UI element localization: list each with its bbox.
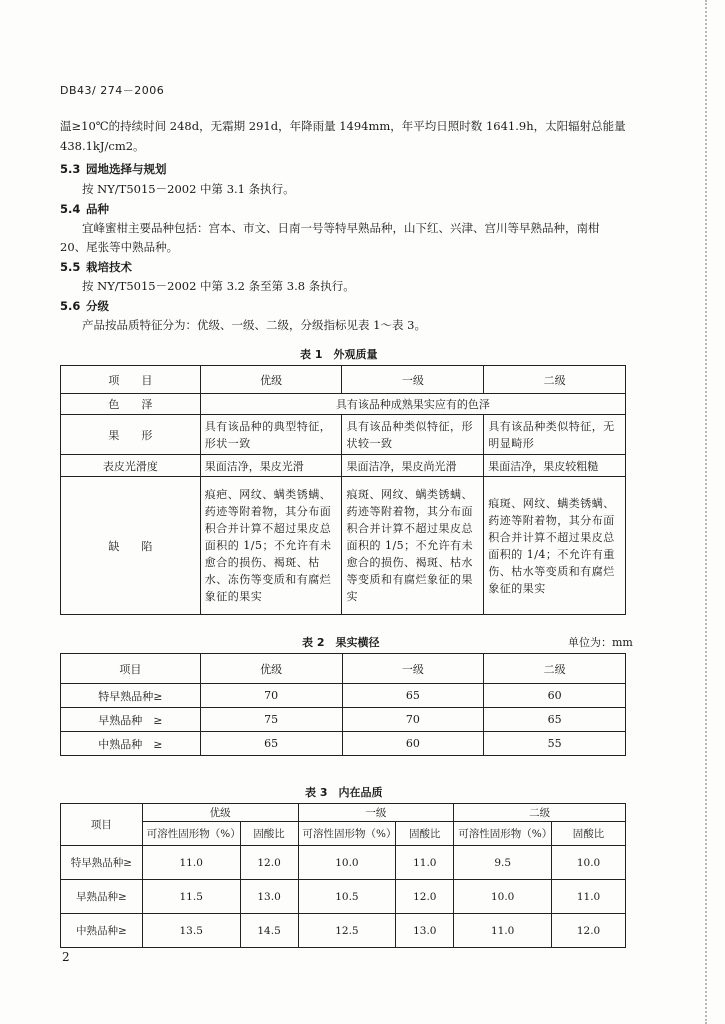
table3-header-first: 一级 bbox=[298, 804, 454, 822]
table1-defects-second: 痕斑、网纹、螨类锈螨、药迹等附着物，其分布面积合并计算不超过果皮总面积的 1/4；不允许有重伤、枯水等变质和有腐烂象征的果实 bbox=[484, 477, 626, 615]
table3-value: 11.0 bbox=[454, 914, 552, 948]
table1-smoothness-first: 果面洁净，果皮尚光滑 bbox=[342, 455, 484, 477]
section-5-6-body: 产品按品质特征分为：优级、一级、二级，分级指标见表 1～表 3。 bbox=[82, 318, 426, 332]
section-number: 5.6 bbox=[60, 299, 81, 313]
table3-subheader-row bbox=[61, 822, 626, 846]
table3-sub-ratio: 固酸比 bbox=[552, 822, 626, 846]
table2-value: 60 bbox=[484, 684, 626, 708]
table3-item: 特早熟品种≥ bbox=[61, 846, 143, 880]
table3-value: 13.5 bbox=[142, 914, 240, 948]
table-row bbox=[61, 415, 626, 455]
scan-edge bbox=[703, 0, 707, 1024]
table3-header-premium: 优级 bbox=[142, 804, 298, 822]
table3-caption: 表 3 内在品质 bbox=[305, 786, 383, 799]
table3-value: 12.0 bbox=[240, 846, 298, 880]
table3-sub-soluble: 可溶性固形物（%） bbox=[454, 822, 552, 846]
table-row bbox=[61, 394, 626, 415]
table3-grade-row bbox=[61, 804, 626, 822]
table1-defects-first: 痕斑、网纹、螨类锈螨、药迹等附着物，其分布面积合并计算不超过果皮总面积的 1/5；不允许有未愈合的损伤、褐斑、枯水等变质和有腐烂象征的果实 bbox=[342, 477, 484, 615]
table3-value: 13.0 bbox=[396, 914, 454, 948]
table3-sub-ratio: 固酸比 bbox=[396, 822, 454, 846]
section-5-4-body-1: 宜峰蜜柑主要品种包括：宫本、市文、日南一号等特早熟品种，山下红、兴津、宫川等早熟品种，南柑 bbox=[82, 221, 600, 235]
table1-shape-first: 具有该品种类似特征，形状较一致 bbox=[342, 415, 484, 455]
document-code: DB43/ 274－2006 bbox=[60, 84, 165, 97]
section-number: 5.3 bbox=[60, 162, 81, 176]
table2-header-first: 一级 bbox=[342, 654, 484, 684]
intro-line-1: 温≥10℃的持续时间 248d，无霜期 291d，年降雨量 1494mm，年平均日照时数 1641.9h，太阳辐射总能量 bbox=[60, 119, 626, 133]
table1-smoothness-second: 果面洁净，果皮较粗糙 bbox=[484, 455, 626, 477]
table3-value: 10.0 bbox=[298, 846, 396, 880]
table3-value: 12.5 bbox=[298, 914, 396, 948]
table3-item: 早熟品种≥ bbox=[61, 880, 143, 914]
table2-header-premium: 优级 bbox=[200, 654, 342, 684]
table-row bbox=[61, 846, 626, 880]
section-title: 园地选择与规划 bbox=[86, 162, 167, 176]
table2-item: 中熟品种 ≥ bbox=[61, 732, 201, 756]
table3-item: 中熟品种≥ bbox=[61, 914, 143, 948]
table-row bbox=[61, 732, 626, 756]
table-row bbox=[61, 880, 626, 914]
table3-value: 11.0 bbox=[142, 846, 240, 880]
table1-caption: 表 1 外观质量 bbox=[300, 348, 378, 361]
table1-header-grade-first: 一级 bbox=[342, 366, 484, 394]
table2-item: 特早熟品种≥ bbox=[61, 684, 201, 708]
table1-color-merged: 具有该品种成熟果实应有的色泽 bbox=[200, 394, 625, 415]
page-number: 2 bbox=[62, 950, 70, 964]
table3-value: 10.0 bbox=[552, 846, 626, 880]
table2-item: 早熟品种 ≥ bbox=[61, 708, 201, 732]
table2-header-row bbox=[61, 654, 626, 684]
table2-value: 60 bbox=[342, 732, 484, 756]
section-5-3-body: 按 NY/T5015－2002 中第 3.1 条执行。 bbox=[82, 182, 295, 196]
table1-item-color: 色 泽 bbox=[61, 394, 201, 415]
table1-defects-premium: 痕疤、网纹、螨类锈螨、药迹等附着物，其分布面积合并计算不超过果皮总面积的 1/5；不允许有未愈合的损伤、褐斑、枯水、冻伤等变质和有腐烂象征的果实 bbox=[200, 477, 342, 615]
table2-value: 65 bbox=[342, 684, 484, 708]
section-5-5-body: 按 NY/T5015－2002 中第 3.2 条至第 3.8 条执行。 bbox=[82, 279, 355, 293]
section-title: 栽培技术 bbox=[86, 260, 132, 274]
table2-header-item: 项目 bbox=[61, 654, 201, 684]
table3-header-second: 二级 bbox=[454, 804, 626, 822]
intro-line-2: 438.1kJ/cm2。 bbox=[60, 139, 145, 153]
table1-header-grade-second: 二级 bbox=[484, 366, 626, 394]
table2-value: 70 bbox=[200, 684, 342, 708]
table1-item-defects: 缺 陷 bbox=[61, 477, 201, 615]
table1-header-grade-premium: 优级 bbox=[200, 366, 342, 394]
table3-value: 13.0 bbox=[240, 880, 298, 914]
table3-value: 14.5 bbox=[240, 914, 298, 948]
table2-value: 70 bbox=[342, 708, 484, 732]
table1-shape-second: 具有该品种类似特征，无明显畸形 bbox=[484, 415, 626, 455]
table3-value: 11.5 bbox=[142, 880, 240, 914]
section-5-6-heading bbox=[60, 298, 109, 314]
section-5-4-body-2: 20、尾张等中熟品种。 bbox=[60, 240, 179, 254]
table1-header-row bbox=[61, 366, 626, 394]
table2-value: 65 bbox=[200, 732, 342, 756]
table-row bbox=[61, 477, 626, 615]
table3-value: 9.5 bbox=[454, 846, 552, 880]
table2-unit: 单位为：mm bbox=[568, 636, 633, 649]
table3-value: 10.5 bbox=[298, 880, 396, 914]
table3-value: 10.0 bbox=[454, 880, 552, 914]
table2-value: 65 bbox=[484, 708, 626, 732]
table3-header-item: 项目 bbox=[61, 804, 143, 846]
table3-value: 11.0 bbox=[396, 846, 454, 880]
table-row bbox=[61, 914, 626, 948]
table3-value: 11.0 bbox=[552, 880, 626, 914]
section-title: 分级 bbox=[86, 299, 109, 313]
section-title: 品种 bbox=[86, 202, 109, 216]
table1-header-item: 项 目 bbox=[61, 366, 201, 394]
table2-header-second: 二级 bbox=[484, 654, 626, 684]
table-row bbox=[61, 708, 626, 732]
table-row bbox=[61, 684, 626, 708]
table1-item-shape: 果 形 bbox=[61, 415, 201, 455]
table3-sub-ratio: 固酸比 bbox=[240, 822, 298, 846]
table3-value: 12.0 bbox=[396, 880, 454, 914]
table3-value: 12.0 bbox=[552, 914, 626, 948]
section-5-5-heading bbox=[60, 259, 132, 275]
section-number: 5.5 bbox=[60, 260, 81, 274]
section-5-4-heading bbox=[60, 201, 109, 217]
table-row bbox=[61, 455, 626, 477]
table3-sub-soluble: 可溶性固形物（%） bbox=[298, 822, 396, 846]
table2-value: 75 bbox=[200, 708, 342, 732]
section-number: 5.4 bbox=[60, 202, 81, 216]
table3-internal-quality bbox=[60, 803, 626, 948]
table2-caption: 表 2 果实横径 bbox=[302, 636, 380, 649]
table1-item-smoothness: 表皮光滑度 bbox=[61, 455, 201, 477]
table1-smoothness-premium: 果面洁净，果皮光滑 bbox=[200, 455, 342, 477]
table2-fruit-diameter bbox=[60, 653, 626, 756]
table3-sub-soluble: 可溶性固形物（%） bbox=[142, 822, 240, 846]
table1-appearance-quality bbox=[60, 365, 626, 615]
table2-value: 55 bbox=[484, 732, 626, 756]
section-5-3-heading bbox=[60, 161, 167, 177]
table1-shape-premium: 具有该品种的典型特征，形状一致 bbox=[200, 415, 342, 455]
